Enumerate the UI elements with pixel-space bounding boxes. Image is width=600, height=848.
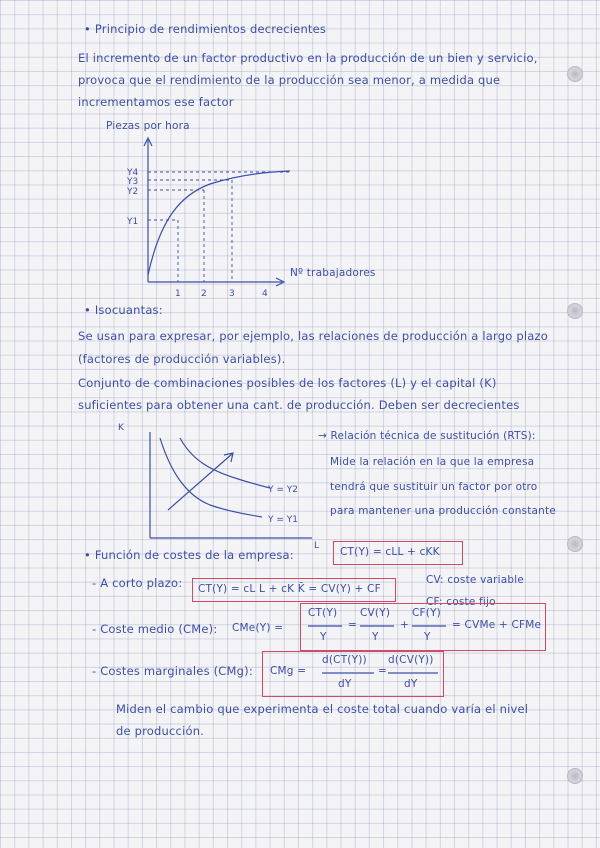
chart2-curve-label: Y = Y1 (268, 515, 298, 525)
marg-frac1-den: dY (338, 678, 352, 690)
chart1-y-axis-label: Piezas por hora (106, 120, 190, 132)
rts-note-line: → Relación técnica de sustitución (RTS): (318, 430, 536, 442)
marg-cost-lhs: CMg = (270, 665, 307, 677)
cf-note: CF: coste fijo (426, 596, 496, 608)
chart2-curve-label: Y = Y2 (268, 485, 298, 495)
chart1-y-tick: Y2 (127, 187, 139, 197)
avg-cost-lhs: CMe(Y) = (232, 622, 284, 634)
section-heading-isocuantas: • Isocuantas: (84, 303, 163, 317)
body-line: incrementamos ese factor (78, 95, 234, 109)
marg-eq: = (378, 665, 387, 677)
avg-cost-label: - Coste medio (CMe): (92, 622, 218, 636)
marg-note-line: de producción. (116, 724, 205, 738)
short-run-label: - A corto plazo: (92, 576, 183, 590)
chart2-y-axis-label: K (118, 423, 124, 433)
avg-eq: = (348, 619, 357, 631)
body-line: suficientes para obtener una cant. de producción. Deben ser decrecientes (78, 398, 520, 412)
chart1-x-axis-label: Nº trabajadores (290, 267, 376, 279)
avg-plus: + (400, 619, 409, 631)
chart1-x-tick: 4 (262, 289, 268, 299)
avg-frac1-den: Y (320, 631, 327, 643)
body-line: El incremento de un factor productivo en la producción de un bien y servicio, (78, 51, 538, 65)
body-line: (factores de producción variables). (78, 352, 286, 366)
avg-frac2-num: CV(Y) (360, 607, 391, 619)
marg-note-line: Miden el cambio que experimenta el coste total cuando varía el nivel (116, 702, 529, 716)
avg-result: = CVMe + CFMe (452, 619, 542, 631)
marg-cost-label: - Costes marginales (CMg): (92, 664, 253, 678)
chart1-x-tick: 3 (229, 289, 235, 299)
body-line: Se usan para expresar, por ejemplo, las relaciones de producción a largo plazo (78, 329, 548, 343)
cv-note: CV: coste variable (426, 574, 525, 586)
formula-ct: CT(Y) = cLL + cKK (340, 546, 440, 558)
avg-frac3-num: CF(Y) (412, 607, 441, 619)
chart1-x-tick: 2 (201, 289, 207, 299)
section-heading-rendimientos: • Principio de rendimientos decrecientes (84, 22, 327, 36)
body-line: Conjunto de combinaciones posibles de los factores (L) y el capital (K) (78, 376, 497, 390)
marg-frac1-num: d(CT(Y)) (322, 654, 367, 666)
body-line: provoca que el rendimiento de la producción sea menor, a medida que (78, 73, 501, 87)
avg-frac2-den: Y (372, 631, 379, 643)
chart1-y-tick: Y3 (127, 177, 139, 187)
marg-frac2-num: d(CV(Y)) (388, 654, 434, 666)
rts-note-line: tendrá que sustituir un factor por otro (330, 481, 538, 493)
avg-frac3-den: Y (424, 631, 431, 643)
chart2-x-axis-label: L (314, 541, 320, 551)
chart1-y-tick: Y1 (127, 217, 139, 227)
chart1-y-tick: Y4 (127, 168, 139, 178)
marg-frac2-den: dY (404, 678, 418, 690)
rts-note-line: para mantener una producción constante (330, 505, 557, 517)
rts-note-line: Mide la relación en la que la empresa (330, 456, 535, 468)
chart1-x-tick: 1 (175, 289, 181, 299)
formula-short: CT(Y) = cL L + cK K̄ = CV(Y) + CF (198, 583, 381, 595)
section-heading-costes: • Función de costes de la empresa: (84, 548, 294, 562)
avg-frac1-num: CT(Y) (308, 607, 338, 619)
